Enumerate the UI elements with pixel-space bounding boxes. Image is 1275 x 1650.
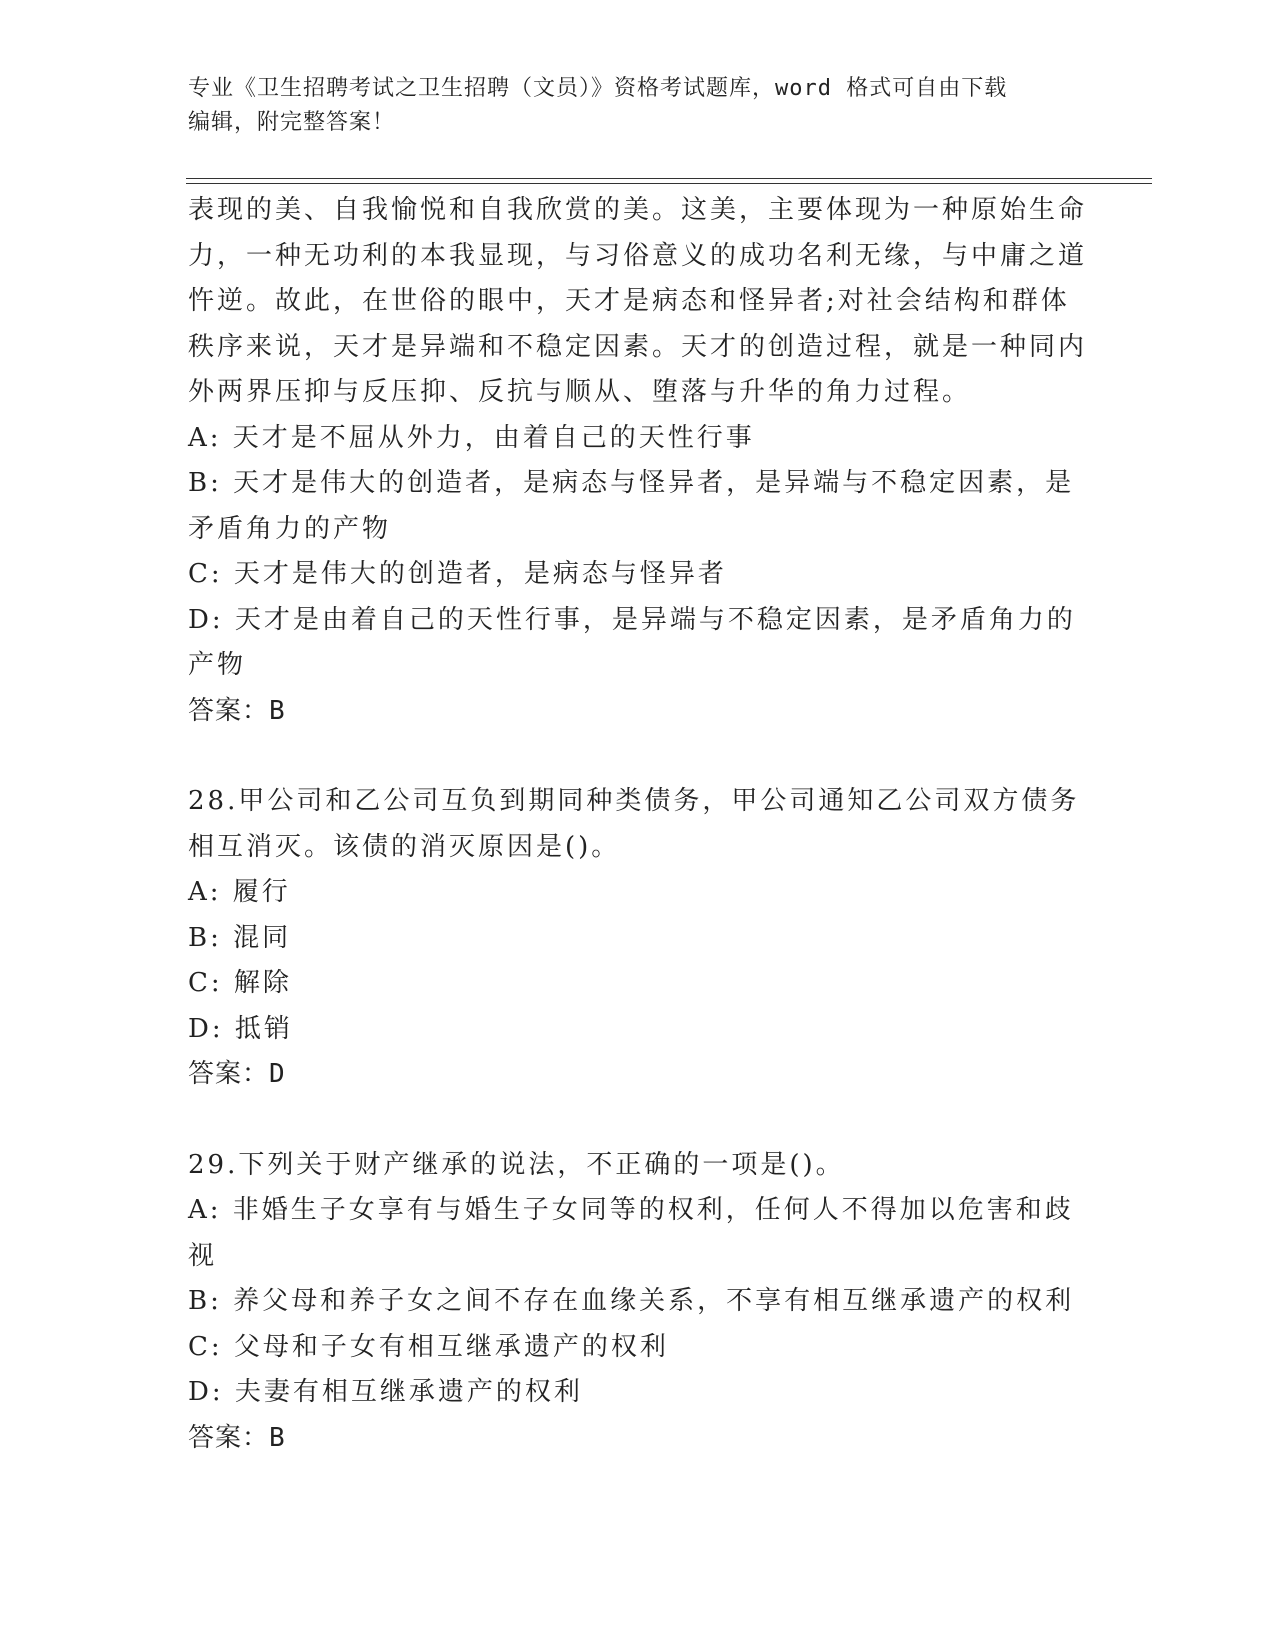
answer-line — [188, 1052, 1088, 1098]
option-c: C: 解除 — [188, 968, 292, 998]
option-b: B: 天才是伟大的创造者，是病态与怪异者，是异端与不稳定因素，是矛盾角力的产物 — [188, 468, 1075, 544]
answer-label: 答案： — [188, 695, 270, 726]
option-d: D: 抵销 — [188, 1013, 293, 1044]
document-body — [188, 188, 1088, 1461]
option-c: C: 父母和子女有相互继承遗产的权利 — [188, 1331, 669, 1362]
answer-value: B — [269, 695, 286, 726]
option-a: A: 天才是不屈从外力，由着自己的天性行事 — [188, 422, 755, 453]
option-d: D: 夫妻有相互继承遗产的权利 — [188, 1377, 583, 1407]
answer-label: 答案： — [188, 1059, 270, 1089]
question-28 — [188, 779, 1088, 1098]
question-passage: 表现的美、自我愉悦和自我欣赏的美。这美，主要体现为一种原始生命力，一种无功利的本我显现，与习俗意义的成功名利无缘，与中庸之道忤逆。故此，在世俗的眼中，天才是病态和怪异者;对社会结构和群体秩序来说，天才是异端和不稳定因素。天才的创造过程，就是一种同内外两界压抑与反压抑、反抗与顺从、堕落与升华的角力过程。 — [188, 195, 1088, 407]
question-stem: 29.下列关于财产继承的说法，不正确的一项是()。 — [188, 1149, 845, 1180]
answer-value: D — [269, 1059, 286, 1089]
option-b: B: 混同 — [188, 922, 292, 953]
header-divider — [186, 178, 1152, 184]
answer-value: B — [269, 1422, 286, 1453]
option-d: D: 天才是由着自己的天性行事，是异端与不稳定因素，是矛盾角力的产物 — [188, 604, 1076, 680]
header-line-2: 编辑，附完整答案！ — [188, 110, 396, 135]
option-b: B: 养父母和养子女之间不存在血缘关系，不享有相互继承遗产的权利 — [188, 1286, 1075, 1316]
question-27 — [188, 188, 1088, 734]
option-a: A: 履行 — [188, 877, 291, 907]
question-29 — [188, 1143, 1088, 1462]
question-stem: 28.甲公司和乙公司互负到期同种类债务，甲公司通知乙公司双方债务相互消灭。该债的消灭原因是()。 — [188, 786, 1080, 862]
option-c: C: 天才是伟大的创造者，是病态与怪异者 — [188, 559, 727, 589]
answer-line — [188, 689, 1088, 735]
header-line-1: 专业《卫生招聘考试之卫生招聘（文员）》资格考试题库，word 格式可自由下载 — [188, 76, 1008, 101]
option-a: A: 非婚生子女享有与婚生子女同等的权利，任何人不得加以危害和歧视 — [188, 1195, 1074, 1271]
question-spacer — [188, 734, 1088, 779]
question-spacer — [188, 1098, 1088, 1143]
document-header — [188, 72, 1068, 140]
answer-line — [188, 1416, 1088, 1462]
answer-label: 答案： — [188, 1422, 270, 1453]
